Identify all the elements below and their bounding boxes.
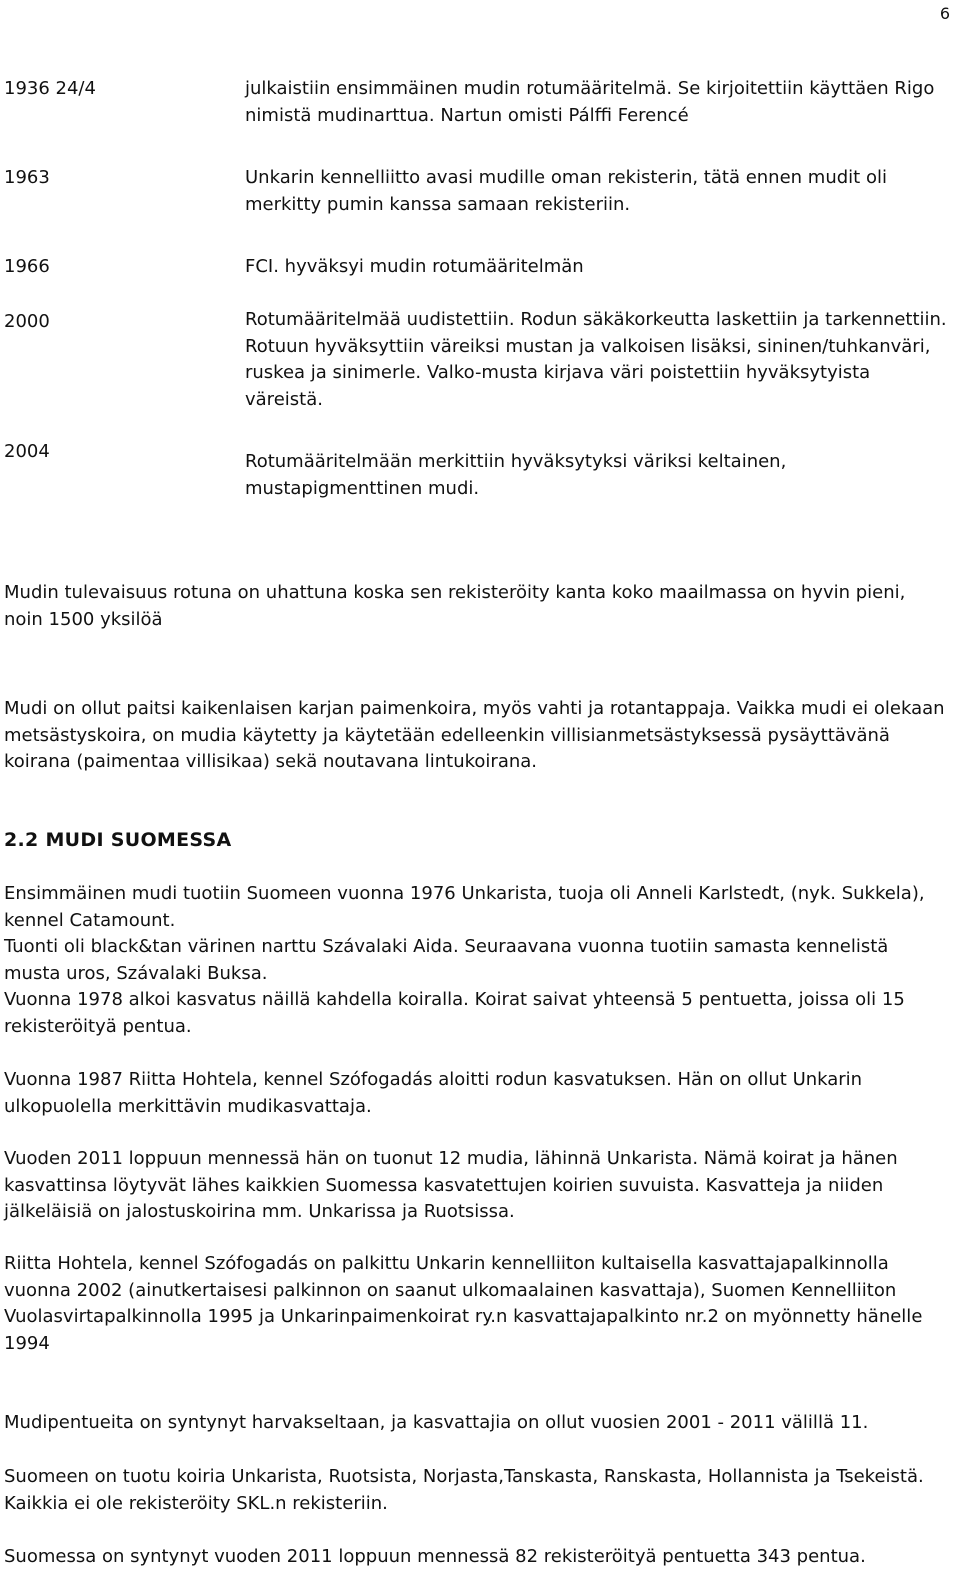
paragraph: Suomeen on tuotu koiria Unkarista, Ruotsista, Norjasta,Tanskasta, Ranskasta, Hollannista ja Tsekeistä. Kaikkia ei ole rekisteröity SKL.n rekisteriin. bbox=[4, 1466, 924, 1514]
timeline-date: 1966 bbox=[4, 256, 50, 277]
paragraph: Ensimmäinen mudi tuotiin Suomeen vuonna 1976 Unkarista, tuoja oli Anneli Karlstedt, (nyk. Sukkela), kennel Catamount. bbox=[4, 883, 925, 931]
paragraph: Mudin tulevaisuus rotuna on uhattuna koska sen rekisteröity kanta koko maailmassa on hyvin pieni, noin 1500 yksilöä bbox=[4, 582, 906, 630]
paragraph: Tuonti oli black&tan värinen narttu Szávalaki Aida. Seuraavana vuonna tuotiin samasta kennelistä musta uros, Szávalaki Buksa. bbox=[4, 936, 889, 984]
timeline-date: 1963 bbox=[4, 167, 50, 188]
paragraph: Vuonna 1978 alkoi kasvatus näillä kahdella koiralla. Koirat saivat yhteensä 5 pentuetta, joissa oli 15 rekisteröityä pentua. bbox=[4, 989, 905, 1037]
paragraph: Mudi on ollut paitsi kaikenlaisen karjan paimenkoira, myös vahti ja rotantappaja. Vaikka mudi ei olekaan metsästyskoira, on mudia käytetty ja käytetään edelleenkin villisianmetsästyksessä pysäyttävänä koirana (paimentaa villisikaa) sekä noutavana lintukoirana. bbox=[4, 698, 945, 772]
timeline-text: julkaistiin ensimmäinen mudin rotumääritelmä. Se kirjoitettiin käyttäen Rigo nimistä mudinarttua. Nartun omisti Pálffi Ferencé bbox=[245, 78, 935, 126]
section-block bbox=[4, 881, 949, 1040]
timeline-date: 2004 bbox=[4, 441, 50, 462]
paragraph: Mudipentueita on syntynyt harvakseltaan, ja kasvattajia on ollut vuosien 2001 - 2011 välillä 11. bbox=[4, 1412, 869, 1433]
timeline-text: Unkarin kennelliitto avasi mudille oman rekisterin, tätä ennen mudit oli merkitty pumin kanssa samaan rekisteriin. bbox=[245, 167, 887, 215]
paragraph: Suomessa on syntynyt vuoden 2011 loppuun mennessä 82 rekisteröityä pentuetta 343 pentua. bbox=[4, 1546, 866, 1567]
timeline-text: Rotumääritelmää uudistettiin. Rodun säkäkorkeutta laskettiin ja tarkennettiin. Rotuun hyväksyttiin väreiksi mustan ja valkoisen lisäksi, sininen/tuhkanväri, ruskea ja sinimerle. Valko-musta kirjava väri poistettiin hyväksytyista väreistä. bbox=[245, 309, 947, 410]
timeline-date: 1936 24/4 bbox=[4, 78, 96, 99]
timeline-date: 2000 bbox=[4, 311, 50, 332]
paragraph: Vuonna 1987 Riitta Hohtela, kennel Szófogadás aloitti rodun kasvatuksen. Hän on ollut Unkarin ulkopuolella merkittävin mudikasvattaja. bbox=[4, 1069, 863, 1117]
timeline-text: FCI. hyväksyi mudin rotumääritelmän bbox=[245, 256, 584, 277]
paragraph: Vuoden 2011 loppuun mennessä hän on tuonut 12 mudia, lähinnä Unkarista. Nämä koirat ja hänen kasvattinsa löytyvät lähes kaikkien Suomessa kasvatettujen koirien suvuista. Kasvatteja ja niiden jälkeläisiä on jalostuskoirina mm. Unkarissa ja Ruotsissa. bbox=[4, 1148, 898, 1222]
timeline-text: Rotumääritelmään merkittiin hyväksytyksi väriksi keltainen, mustapigmenttinen mudi. bbox=[245, 451, 787, 499]
section-heading: 2.2 MUDI SUOMESSA bbox=[4, 829, 232, 851]
paragraph: Riitta Hohtela, kennel Szófogadás on palkittu Unkarin kennelliiton kultaisella kasvattajapalkinnolla vuonna 2002 (ainutkertaisesi palkinnon on saanut ulkomaalainen kasvattaja), Suomen Kennelliiton Vuolasvirtapalkinnolla 1995 ja Unkarinpaimenkoirat ry.n kasvattajapalkinto nr.2 on myönnetty hänelle 1994 bbox=[4, 1253, 923, 1354]
page-number: 6 bbox=[939, 4, 950, 23]
